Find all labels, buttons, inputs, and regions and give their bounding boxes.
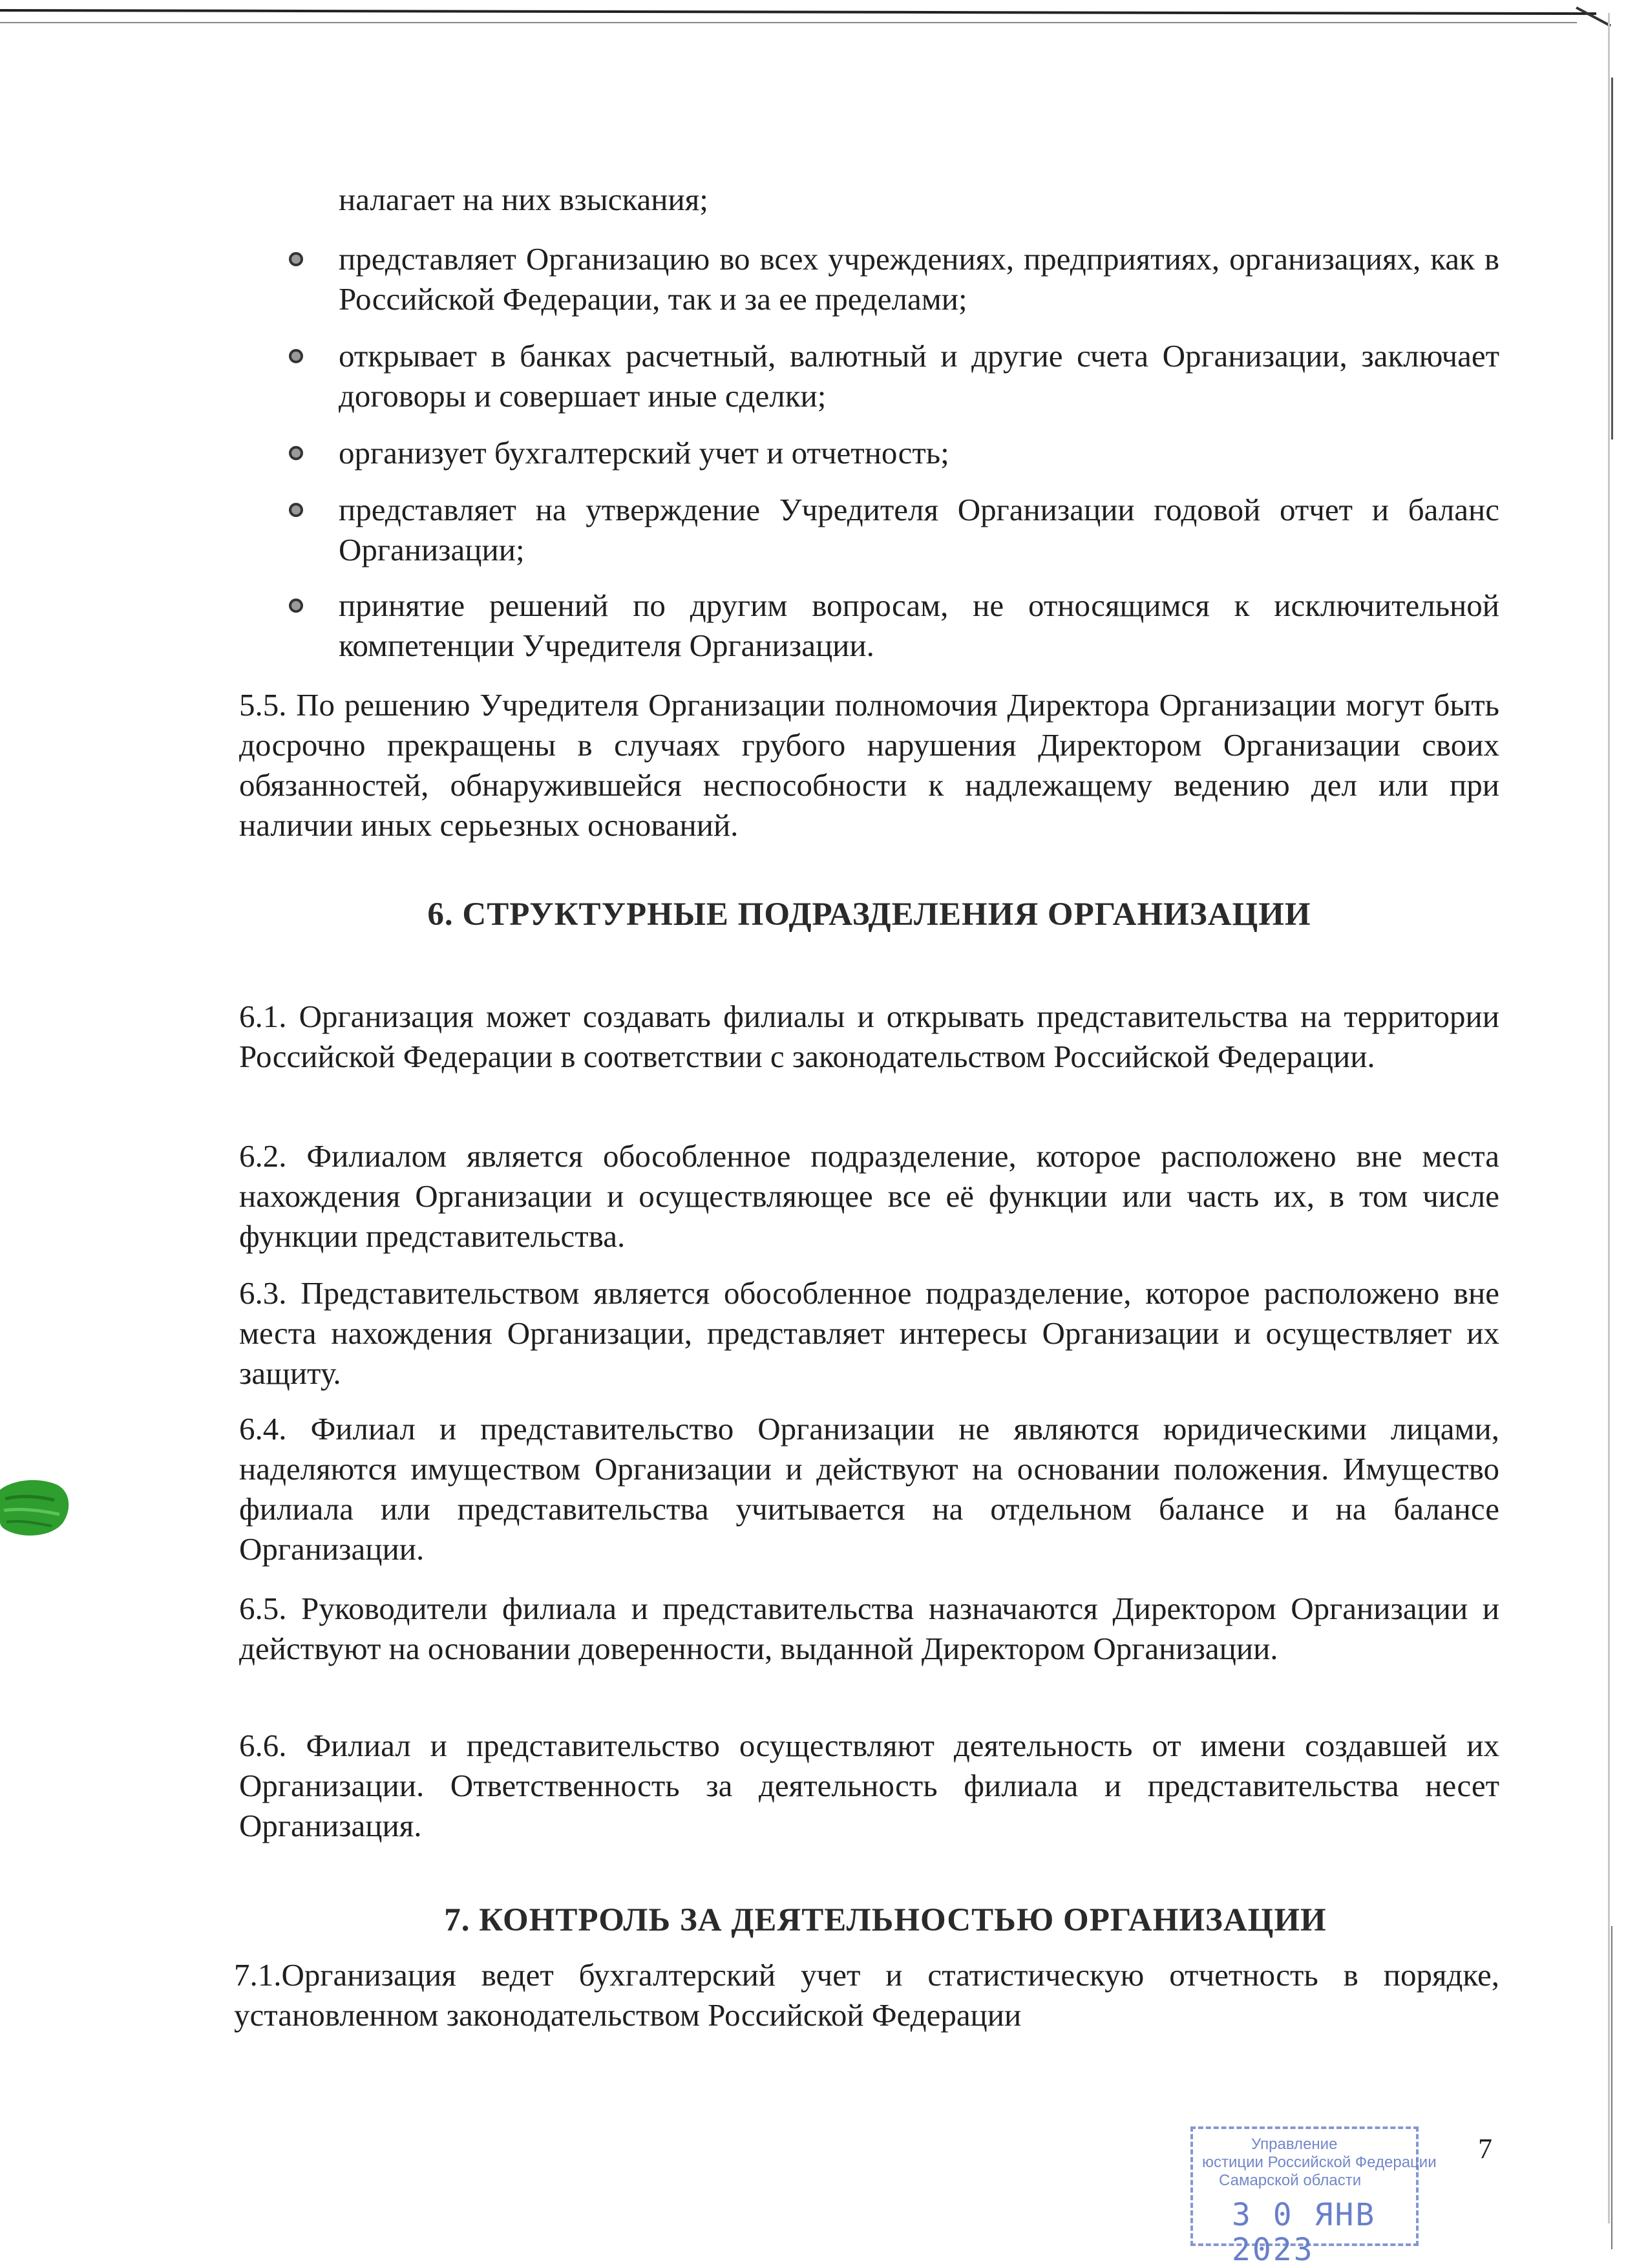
scan-edge-top-secondary — [0, 22, 1577, 23]
clause-6-4: 6.4. Филиал и представительство Организации не являются юридическими лицами, наделяются имуществом Организации и действуют на основании положения. Имущество филиала или представительства учитывается на отдельном балансе и на балансе Организации. — [239, 1411, 1499, 1567]
clause-6-6: 6.6. Филиал и представительство осуществляют деятельность от имени создавшей их Организации. Ответственность за деятельность филиала и представительства несет Организация. — [239, 1728, 1499, 1843]
stamp-line: Управление — [1251, 2136, 1338, 2153]
clause-7-1: 7.1.Организация ведет бухгалтерский учет и статистическую отчетность в порядке, установленном законодательством Российской Федерации — [234, 1957, 1499, 2033]
bullet-text: представляет Организацию во всех учреждениях, предприятиях, организациях, как в Российской Федерации, так и за ее пределами; — [339, 241, 1499, 317]
bullet-item — [339, 336, 1499, 416]
clause-5-5: 5.5. По решению Учредителя Организации полномочия Директора Организации могут быть досрочно прекращены в случаях грубого нарушения Директором Организации своих обязанностей, обнаружившейся неспособности к надлежащему ведению дел или при наличии иных серьезных оснований. — [239, 687, 1499, 843]
bullet-marker-icon — [289, 252, 303, 266]
scan-edge-right-lower — [1611, 1926, 1612, 2249]
green-ink-mark-icon — [0, 1477, 71, 1539]
stamp-line: юстиции Российской Федерации — [1202, 2154, 1437, 2171]
section-6-heading: 6. СТРУКТУРНЫЕ ПОДРАЗДЕЛЕНИЯ ОРГАНИЗАЦИИ — [427, 896, 1311, 933]
page-number: 7 — [1478, 2133, 1492, 2165]
bullet-item — [339, 586, 1499, 666]
bullet-text: принятие решений по другим вопросам, не относящимся к исключительной компетенции Учредителя Организации. — [339, 588, 1499, 663]
scan-edge-top — [0, 9, 1596, 15]
bullet-text: открывает в банках расчетный, валютный и другие счета Организации, заключает договоры и совершает иные сделки; — [339, 338, 1499, 414]
bullet-text: организует бухгалтерский учет и отчетность; — [339, 435, 949, 471]
clause-6-3: 6.3. Представительством является обособленное подразделение, которое расположено вне места нахождения Организации, представляет интересы Организации и осуществляет их защиту. — [239, 1275, 1499, 1391]
bullet-marker-icon — [289, 503, 303, 517]
clause-6-5: 6.5. Руководители филиала и представительства назначаются Директором Организации и действуют на основании доверенности, выданной Директором Организации. — [239, 1591, 1499, 1666]
bullet-text: представляет на утверждение Учредителя Организации годовой отчет и баланс Организации; — [339, 492, 1499, 567]
scan-edge-right-dark — [1611, 78, 1613, 440]
bullet-marker-icon — [289, 599, 303, 613]
bullet-item — [339, 433, 1499, 473]
section-7-heading: 7. КОНТРОЛЬ ЗА ДЕЯТЕЛЬНОСТЬЮ ОРГАНИЗАЦИИ — [444, 1902, 1327, 1938]
stamp-line: Самарской области — [1219, 2172, 1362, 2189]
clause-6-2: 6.2. Филиалом является обособленное подразделение, которое расположено вне места нахождения Организации и осуществляющее все её функции или часть их, в том числе функции представительства. — [239, 1138, 1499, 1254]
registration-stamp — [1190, 2126, 1437, 2268]
stamp-date: 3 0 ЯНВ 2023 — [1232, 2197, 1377, 2268]
bullet-item — [339, 239, 1499, 319]
bullet-item — [339, 490, 1499, 570]
clause-6-1: 6.1. Организация может создавать филиалы и открывать представительства на территории Российской Федерации в соответствии с законодательством Российской Федерации. — [239, 999, 1499, 1074]
bullet-continuation: налагает на них взыскания; — [339, 182, 708, 217]
scan-edge-right — [1608, 13, 1610, 2223]
bullet-marker-icon — [289, 349, 303, 363]
bullet-marker-icon — [289, 446, 303, 460]
